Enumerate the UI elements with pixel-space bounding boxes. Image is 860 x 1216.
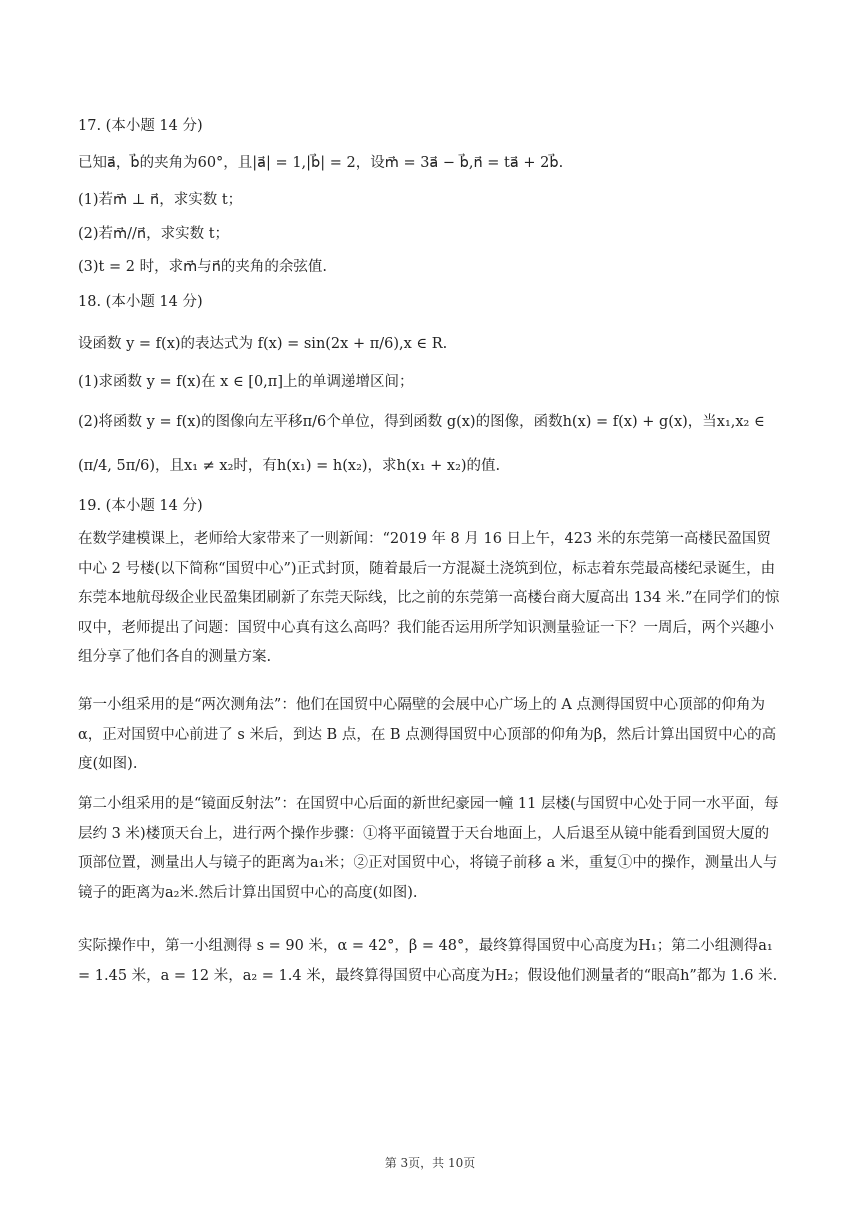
- q19-paragraph-group1: 第一小组采用的是“两次测角法”：他们在国贸中心隔壁的会展中心广场上的 A 点测得国贸中心顶部的仰角为α，正对国贸中心前进了 s 米后，到达 B 点，在 B 点测得国贸中心顶部的仰角为β，然后计算出国贸中心的高度(如图).: [78, 697, 777, 772]
- q18-part1: (1)求函数 y = f(x)在 x ∈ [0,π]上的单调递增区间；: [78, 374, 414, 390]
- q17-part3: (3)t = 2 时，求m⃗与n⃗的夹角的余弦值.: [78, 259, 327, 275]
- q19-paragraph-results: 实际操作中，第一小组测得 s = 90 米，α = 42°，β = 48°，最终算得国贸中心高度为H₁；第二小组测得a₁ = 1.45 米，a = 12 米，a₂ = 1.4 米，最终算得国贸中心高度为H₂；假设他们测量者的“眼高h”都为 1.6 米.: [78, 938, 778, 984]
- q17-part1: (1)若m⃗ ⊥ n⃗，求实数 t；: [78, 192, 243, 208]
- q17-header: 17. (本小题 14 分): [78, 118, 203, 134]
- q19-paragraph-news: 在数学建模课上，老师给大家带来了一则新闻：“2019 年 8 月 16 日上午，423 米的东莞第一高楼民盈国贸中心 2 号楼(以下简称“国贸中心”)正式封顶，随着最后一方混凝土浇筑到位，标志着东莞最高楼纪录诞生，由东莞本地航母级企业民盈集团刷新了东莞天际线，比之前的东莞第一高楼台商大厦高出 134 米.”在同学们的惊叹中，老师提出了问题：国贸中心真有这么高吗？我们能否运用所学知识测量验证一下？一周后，两个兴趣小组分享了他们各自的测量方案.: [78, 531, 780, 665]
- page-number: 第 3页，共 10页: [384, 1156, 476, 1170]
- q19-paragraph-group2: 第二小组采用的是“镜面反射法”：在国贸中心后面的新世纪豪园一幢 11 层楼(与国贸中心处于同一水平面，每层约 3 米)楼顶天台上，进行两个操作步骤：①将平面镜置于天台地面上，人后退至从镜中能看到国贸大厦的顶部位置，测量出人与镜子的距离为a₁米；②正对国贸中心，将镜子前移 a 米，重复①中的操作，测量出人与镜子的距离为a₂米.然后计算出国贸中心的高度(如图).: [78, 796, 779, 901]
- q17-part2: (2)若m⃗//n⃗，求实数 t；: [78, 226, 230, 242]
- q18-part2-line2: (π/4, 5π/6)，且x₁ ≠ x₂时，有h(x₁) = h(x₂)，求h(x₁ + x₂)的值.: [78, 458, 501, 474]
- q19-header: 19. (本小题 14 分): [78, 498, 203, 514]
- q17-stem: 已知a⃗，b⃗的夹角为60°，且|a⃗| = 1,|b⃗| = 2，设m⃗ = 3a⃗ − b⃗,n⃗ = ta⃗ + 2b⃗.: [78, 155, 564, 171]
- q18-stem: 设函数 y = f(x)的表达式为 f(x) = sin(2x + π/6),x ∈ R.: [78, 336, 448, 352]
- q18-part2-line1: (2)将函数 y = f(x)的图像向左平移π/6个单位，得到函数 g(x)的图像，函数h(x) = f(x) + g(x)，当x₁,x₂ ∈: [78, 414, 765, 430]
- q18-header: 18. (本小题 14 分): [78, 294, 203, 310]
